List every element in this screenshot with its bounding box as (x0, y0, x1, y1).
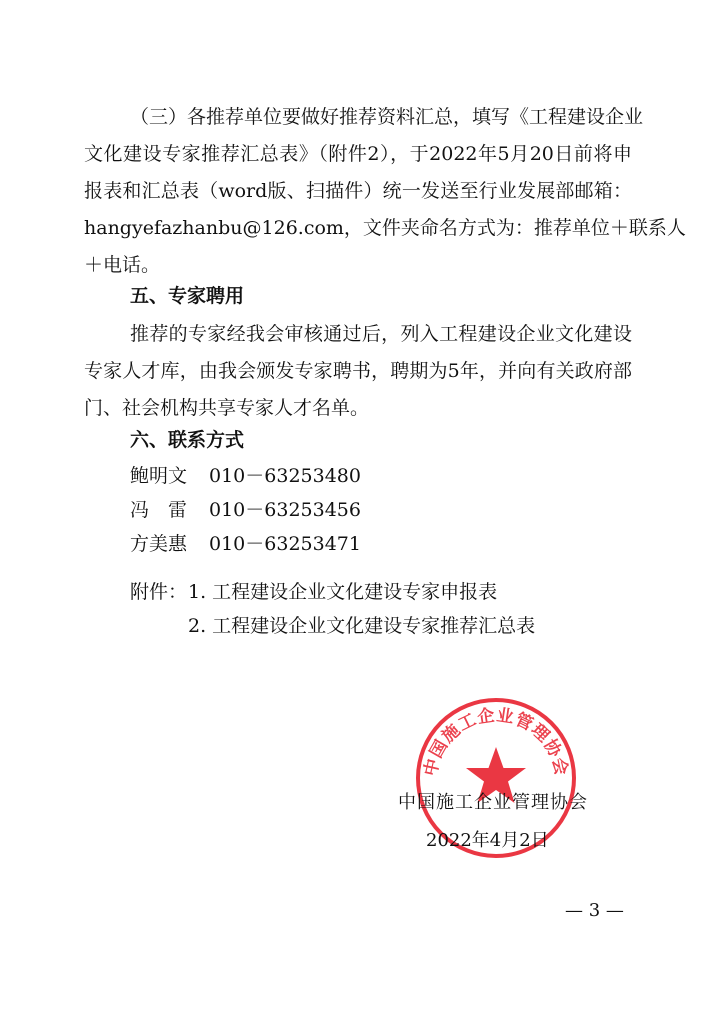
signature-org: 中国施工企业管理协会 (398, 792, 588, 813)
page-number: — 3 — (565, 900, 624, 921)
seal-text: 中国施工企业管理协会 (420, 705, 572, 778)
section-6-heading: 六、联系方式 (130, 429, 245, 451)
contact-phone: 010－63253456 (209, 499, 361, 521)
paragraph-line: hangyefazhanbu@126.com，文件夹命名方式为：推荐单位＋联系人 (84, 217, 686, 239)
contact-name: 方美惠 (130, 533, 188, 555)
paragraph-line: 报表和汇总表（word版、扫描件）统一发送至行业发展部邮箱： (84, 180, 632, 202)
contact-phone: 010－63253471 (209, 533, 361, 555)
signature-date: 2022年4月2日 (426, 830, 549, 851)
paragraph-line: 专家人才库，由我会颁发专家聘书，聘期为5年，并向有关政府部 (84, 360, 632, 382)
paragraph-line: ＋电话。 (84, 254, 161, 276)
paragraph-line: 门、社会机构共享专家人才名单。 (84, 397, 370, 419)
section-5-heading: 五、专家聘用 (130, 285, 245, 307)
contact-phone: 010－63253480 (209, 465, 361, 487)
paragraph-line: （三）各推荐单位要做好推荐资料汇总，填写《工程建设企业 (130, 106, 644, 128)
attachment-item: 2. 工程建设企业文化建设专家推荐汇总表 (188, 615, 536, 637)
paragraph-line: 文化建设专家推荐汇总表》（附件2），于2022年5月20日前将申 (84, 143, 632, 165)
contact-name: 冯 雷 (130, 499, 188, 521)
attachment-item: 1. 工程建设企业文化建设专家申报表 (188, 581, 498, 603)
attachments-label: 附件： (130, 581, 188, 603)
paragraph-line: 推荐的专家经我会审核通过后，列入工程建设企业文化建设 (130, 323, 632, 345)
contact-name: 鲍明文 (130, 465, 188, 487)
